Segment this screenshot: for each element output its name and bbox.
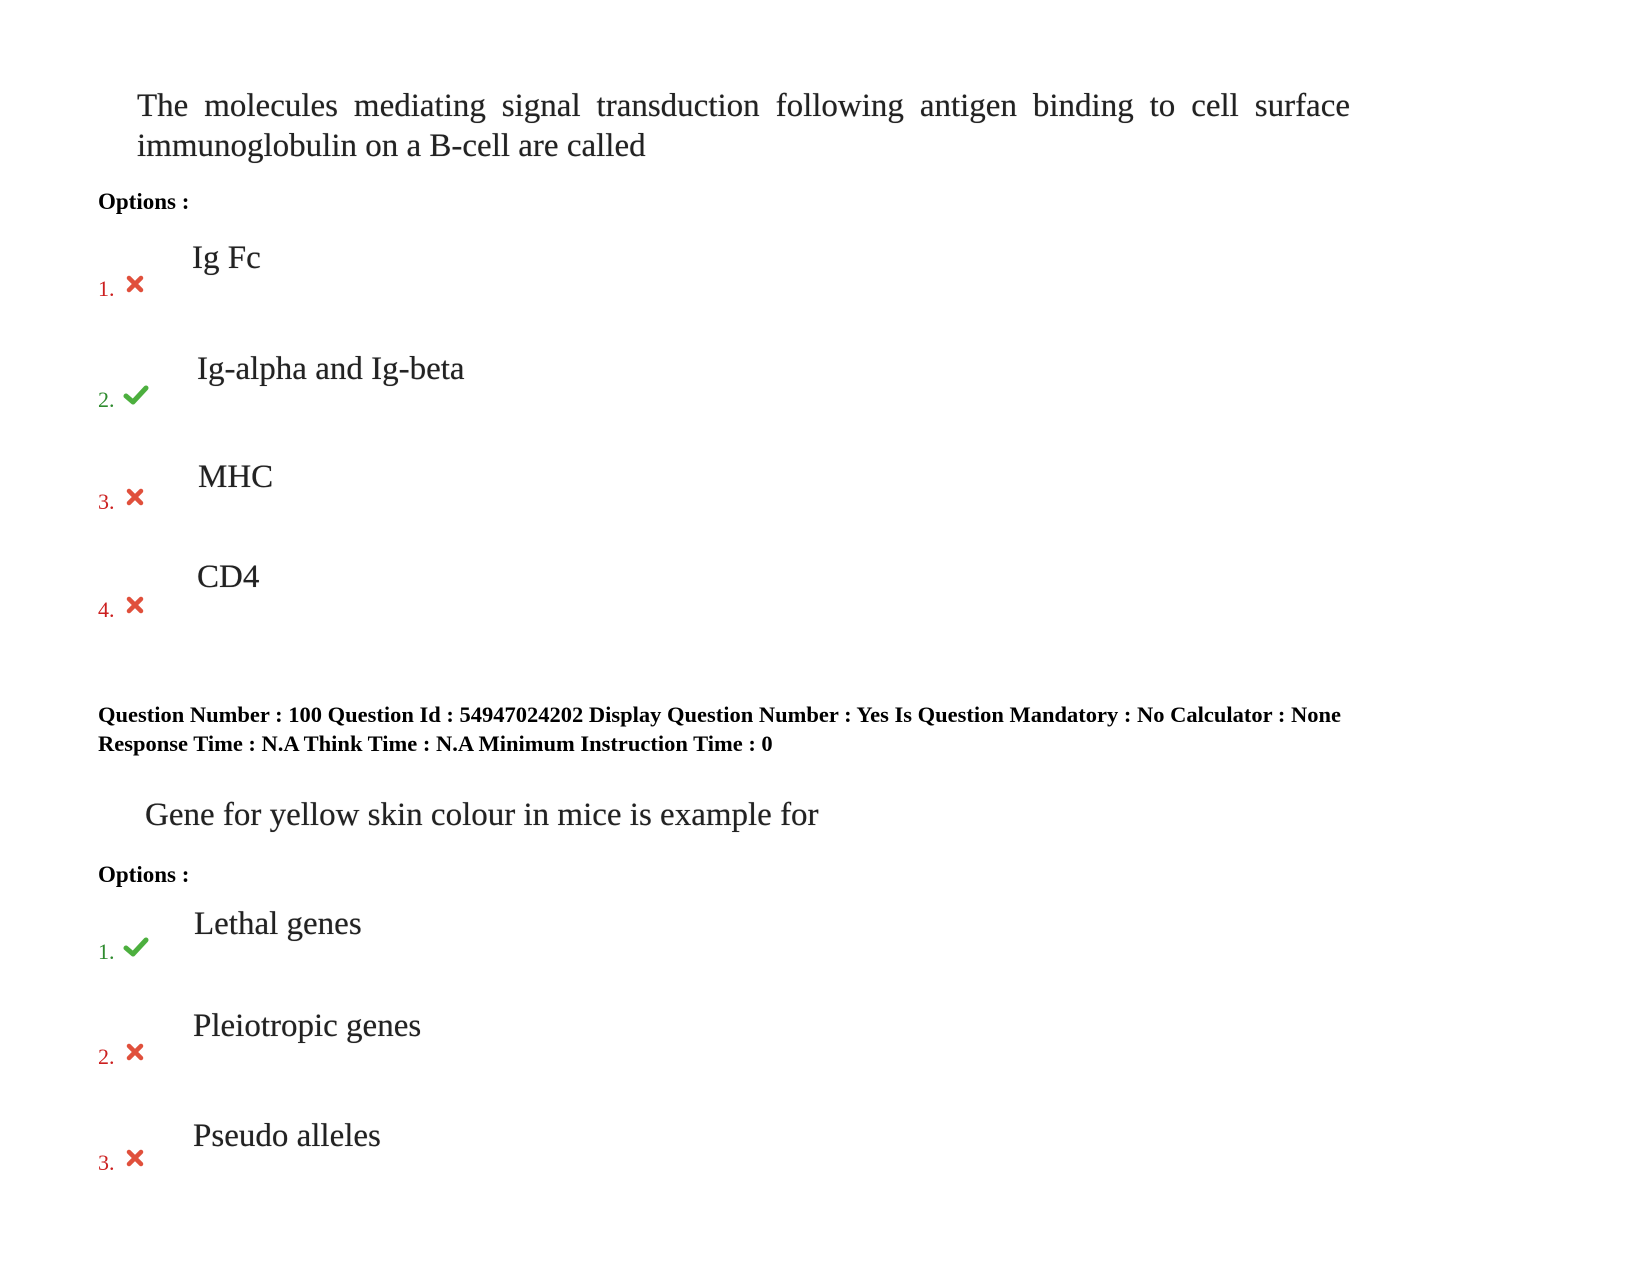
option-number: 3. <box>98 1150 115 1175</box>
option-text: Ig-alpha and Ig-beta <box>197 351 465 387</box>
option-number: 4. <box>98 597 115 622</box>
option-text: MHC <box>198 459 274 495</box>
option-number: 2. <box>98 387 115 412</box>
cross-icon <box>124 1041 146 1063</box>
cross-icon <box>124 1147 146 1169</box>
option-number: 3. <box>98 489 115 514</box>
cross-icon <box>124 486 146 508</box>
check-icon <box>123 384 149 406</box>
question-meta-line-2: Response Time : N.A Think Time : N.A Minimum Instruction Time : 0 <box>98 731 773 756</box>
cross-icon <box>124 594 146 616</box>
question-1-text: The molecules mediating signal transduction following antigen binding to cell surface immunoglobulin on a B-cell are called <box>137 88 1350 164</box>
option-text: CD4 <box>197 559 260 595</box>
option-number: 1. <box>98 939 115 964</box>
options-label: Options : <box>98 189 190 214</box>
option-text: Ig Fc <box>192 240 261 276</box>
option-text: Pleiotropic genes <box>193 1008 422 1044</box>
question-meta-line-1: Question Number : 100 Question Id : 54947024202 Display Question Number : Yes Is Question Mandatory : No Calculator : None <box>98 702 1341 727</box>
option-number: 2. <box>98 1044 115 1069</box>
question-2-text: Gene for yellow skin colour in mice is example for <box>145 797 819 833</box>
check-icon <box>123 936 149 958</box>
option-text: Lethal genes <box>194 906 362 942</box>
option-text: Pseudo alleles <box>193 1118 381 1154</box>
options-label: Options : <box>98 862 190 887</box>
option-number: 1. <box>98 276 115 301</box>
cross-icon <box>124 273 146 295</box>
